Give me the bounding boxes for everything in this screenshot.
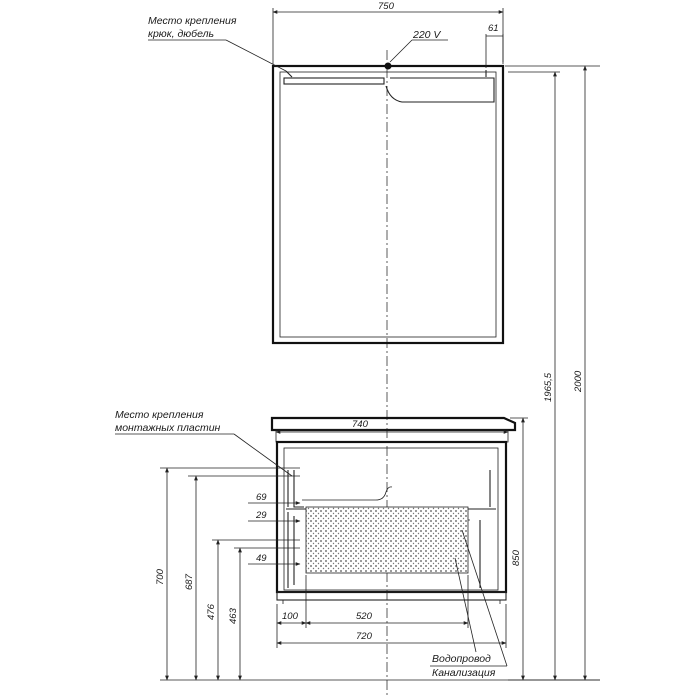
power-label: 220 V: [413, 29, 441, 41]
height-687-dimension: [184, 476, 300, 680]
water-label: Водопровод: [432, 653, 491, 665]
cabinet-mount-label-line2: монтажных пластин: [115, 422, 221, 434]
height-463-value: 463: [228, 608, 239, 624]
cabinet-mount-label-group: [115, 409, 292, 476]
sewer-label: Канализация: [432, 667, 496, 679]
cabinet: [272, 418, 515, 604]
mount-height-value: 1965,5: [543, 372, 554, 402]
mirror-mount-label-group: [148, 15, 286, 71]
dim-49: [248, 553, 300, 564]
width-720-value: 720: [356, 631, 372, 642]
width-100-520-dimension: [277, 575, 468, 648]
cabinet-mount-label-line1: Место крепления: [115, 409, 204, 421]
height-700-value: 700: [155, 569, 166, 585]
mount-height-dimension: [508, 72, 560, 680]
width-720-dimension: [277, 604, 506, 648]
dim-49-value: 49: [256, 553, 267, 564]
dim-69-value: 69: [256, 492, 267, 503]
mirror-offset-value: 61: [488, 23, 499, 34]
mirror-mount-label-line1: Место крепления: [148, 15, 237, 27]
total-height-value: 2000: [573, 370, 584, 392]
height-476-dimension: [206, 540, 300, 680]
service-area: [306, 507, 468, 573]
dim-69: [248, 492, 300, 503]
power-outlet-point: [385, 63, 392, 70]
mirror: [273, 63, 503, 344]
cabinet-height-dimension: [510, 418, 528, 680]
width-520-value: 520: [356, 611, 372, 622]
mirror-width-value: 750: [378, 1, 394, 12]
height-476-value: 476: [206, 604, 217, 620]
height-687-value: 687: [184, 574, 195, 590]
cabinet-height-value: 850: [511, 550, 522, 566]
dim-29-value: 29: [256, 510, 267, 521]
dim-29: [248, 510, 300, 521]
width-100-value: 100: [282, 611, 298, 622]
mirror-offset-dimension: [486, 23, 503, 68]
cabinet-top-width-value: 740: [352, 419, 368, 430]
power-label-group: [390, 29, 448, 62]
mirror-width-dimension: [273, 1, 503, 64]
mirror-mount-label-line2: крюк, дюбель: [148, 28, 215, 40]
height-700-dimension: [155, 468, 300, 680]
